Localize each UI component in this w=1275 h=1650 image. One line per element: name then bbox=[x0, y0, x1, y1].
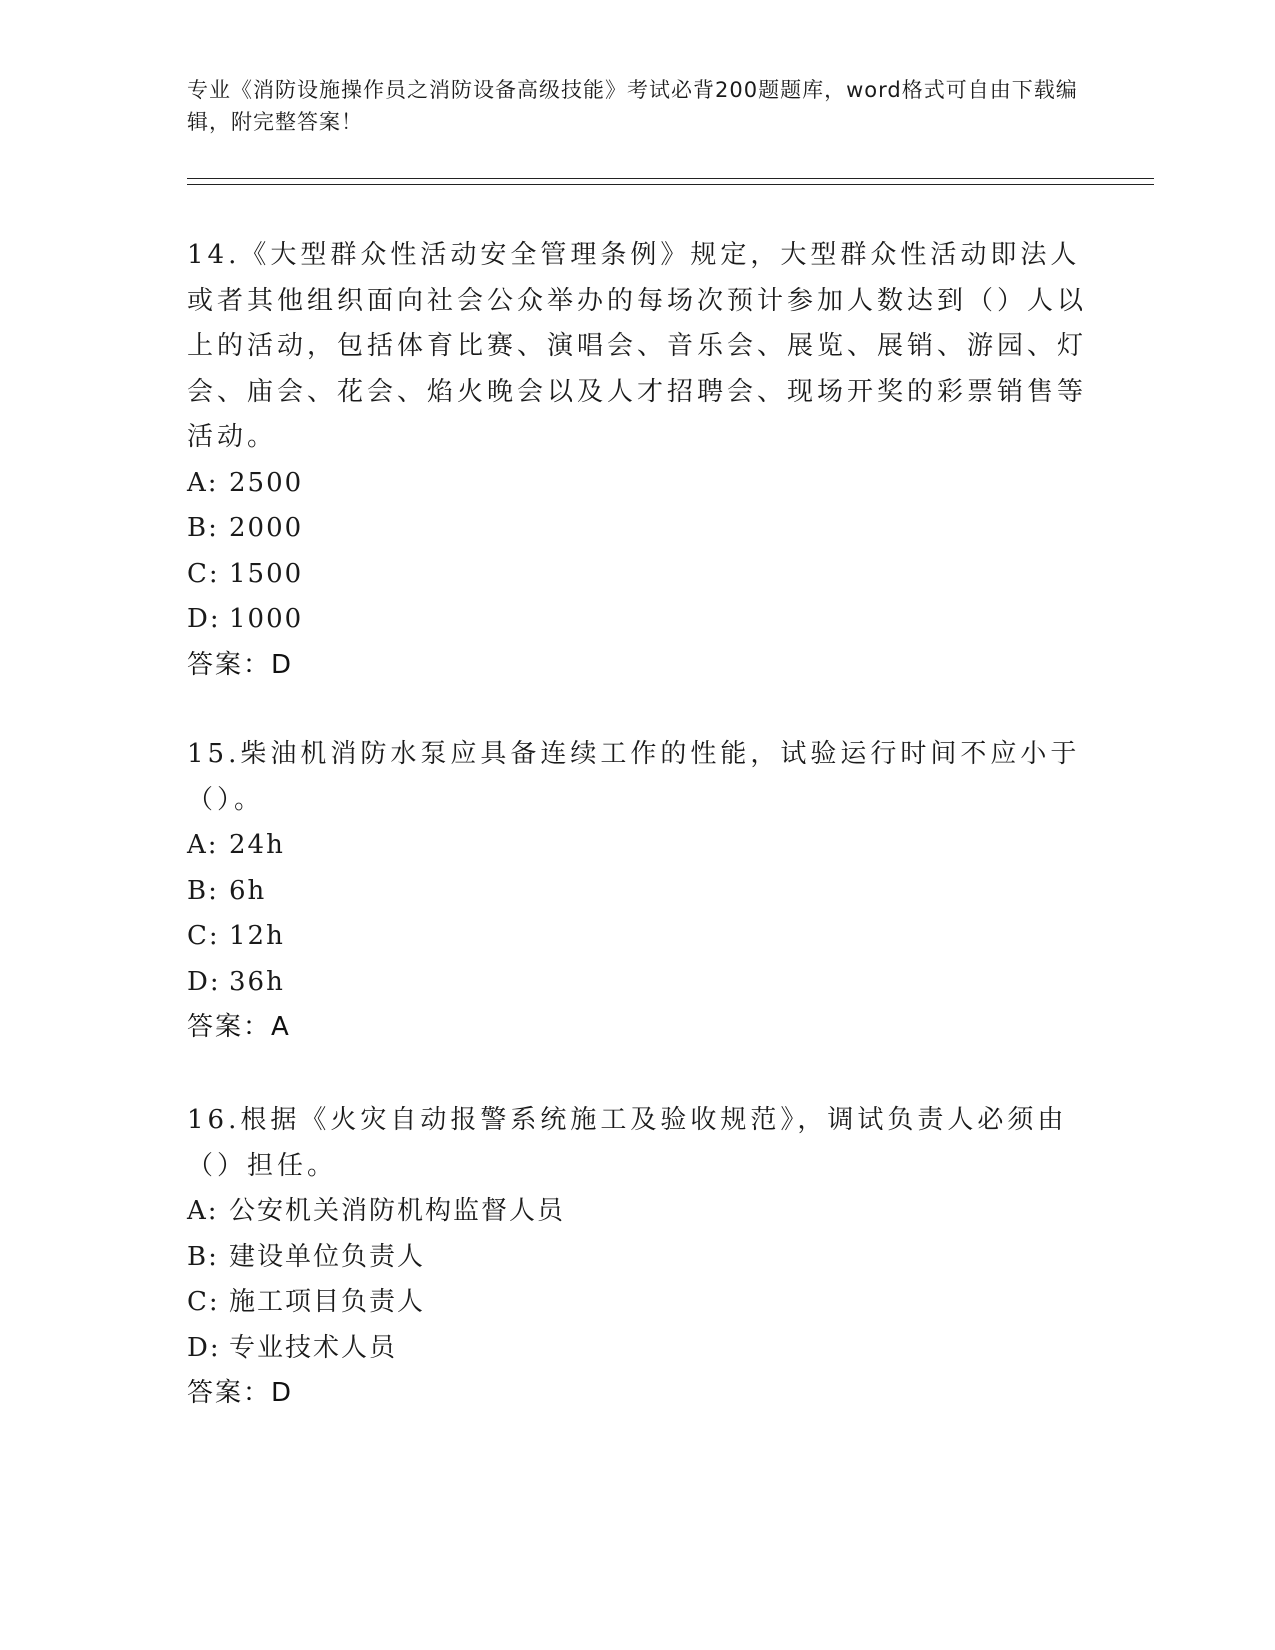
question-16 bbox=[187, 1098, 1087, 1417]
option-value: 6h bbox=[229, 875, 267, 906]
option-c bbox=[187, 552, 1087, 598]
answer-line: 答案：A bbox=[187, 1012, 291, 1042]
option-key: B: bbox=[187, 875, 219, 906]
option-value: 建设单位负责人 bbox=[229, 1241, 426, 1272]
option-key: C: bbox=[187, 558, 220, 589]
option-value: 1500 bbox=[229, 558, 304, 589]
option-b bbox=[187, 506, 1087, 552]
option-value: 2000 bbox=[229, 513, 304, 543]
option-b bbox=[187, 1235, 1087, 1281]
option-d bbox=[187, 597, 1087, 643]
question-text: 16.根据《火灾自动报警系统施工及验收规范》，调试负责人必须由（）担任。 bbox=[187, 1105, 1068, 1181]
option-key: A: bbox=[187, 1196, 219, 1226]
option-key: D: bbox=[187, 604, 221, 634]
answer-line: 答案：D bbox=[187, 1378, 294, 1408]
option-a bbox=[187, 823, 1087, 869]
option-key: D: bbox=[187, 966, 221, 997]
option-value: 公安机关消防机构监督人员 bbox=[229, 1196, 566, 1226]
option-d bbox=[187, 1326, 1087, 1372]
option-value: 2500 bbox=[229, 467, 304, 498]
answer-line: 答案：D bbox=[187, 649, 294, 680]
option-key: B: bbox=[187, 1241, 219, 1272]
option-a bbox=[187, 1189, 1087, 1235]
option-value: 1000 bbox=[229, 604, 304, 634]
header-divider-bottom bbox=[187, 184, 1154, 185]
option-key: C: bbox=[187, 1287, 220, 1317]
option-key: A: bbox=[187, 467, 219, 498]
question-text: 14.《大型群众性活动安全管理条例》规定，大型群众性活动即法人或者其他组织面向社会公众举办的每场次预计参加人数达到（）人以上的活动，包括体育比赛、演唱会、音乐会、展览、展销、游园、灯会、庙会、花会、焰火晚会以及人才招聘会、现场开奖的彩票销售等活动。 bbox=[187, 240, 1088, 452]
option-a bbox=[187, 461, 1087, 507]
option-value: 24h bbox=[229, 830, 285, 860]
option-key: A: bbox=[187, 830, 219, 860]
option-key: B: bbox=[187, 513, 219, 543]
document-header: 专业《消防设施操作员之消防设备高级技能》考试必背200题题库，word格式可自由下载编辑，附完整答案！ bbox=[187, 78, 1078, 134]
question-text: 15.柴油机消防水泵应具备连续工作的性能，试验运行时间不应小于（）。 bbox=[187, 739, 1081, 815]
option-c bbox=[187, 1280, 1087, 1326]
option-value: 12h bbox=[229, 921, 285, 951]
option-b bbox=[187, 869, 1087, 915]
question-14 bbox=[187, 233, 1087, 688]
option-d bbox=[187, 960, 1087, 1006]
option-c bbox=[187, 914, 1087, 960]
option-key: D: bbox=[187, 1332, 221, 1363]
option-key: C: bbox=[187, 921, 220, 951]
option-value: 36h bbox=[229, 966, 285, 997]
header-divider-top bbox=[187, 178, 1154, 179]
question-15 bbox=[187, 732, 1087, 1051]
option-value: 专业技术人员 bbox=[229, 1332, 398, 1363]
option-value: 施工项目负责人 bbox=[229, 1287, 426, 1317]
